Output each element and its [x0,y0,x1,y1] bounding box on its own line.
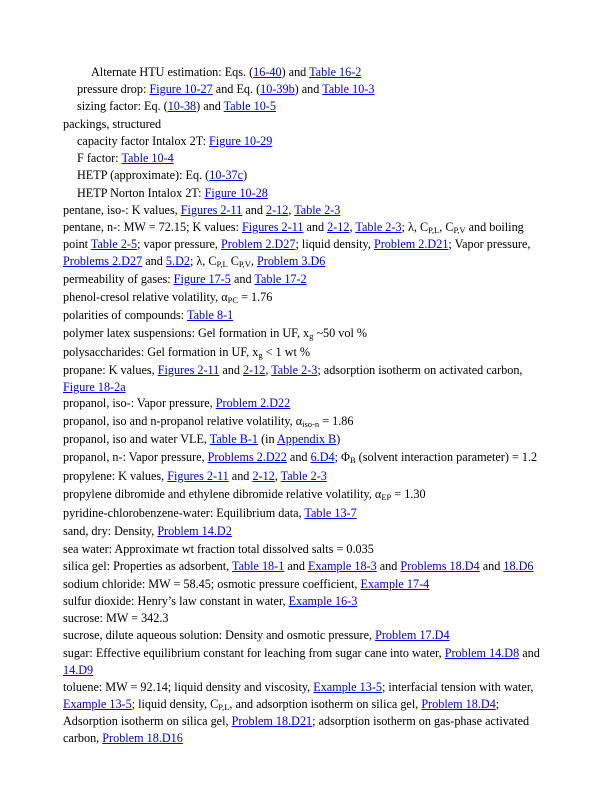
subscript: EP [381,492,392,502]
index-entry [63,505,551,522]
entry-text: sulfur dioxide: Henry’s law constant in water, [63,594,289,608]
index-entry [63,202,551,219]
cross-reference-link[interactable]: 16-40 [253,65,282,79]
cross-reference-link[interactable]: Figures 2-11 [157,363,220,377]
cross-reference-link[interactable]: Problem 18.D21 [231,714,313,728]
cross-reference-link[interactable]: 14.D9 [63,663,94,677]
entry-text: packings, structured [63,117,162,131]
cross-reference-link[interactable]: Table 18-1 [232,559,285,573]
subscript: P,V [453,225,466,235]
subscript: P,V [238,259,251,269]
entry-text: HETP Norton Intalox 2T: [77,186,205,200]
entry-text: Alternate HTU estimation: Eqs. ( [91,65,254,79]
cross-reference-link[interactable]: Example 13-5 [63,697,132,711]
entry-text: ) and [281,65,310,79]
entry-text: , [250,254,257,268]
subscript: P,L [216,259,228,269]
entry-text: and [284,559,308,573]
cross-reference-link[interactable]: Table 2-3 [294,203,341,217]
entry-text: ; liquid density, C [131,697,219,711]
entry-text: and [219,363,243,377]
entry-text: ~50 vol % [313,326,368,340]
entry-text: F factor: [77,151,122,165]
cross-reference-link[interactable]: Problem 2.D27 [221,237,296,251]
entry-text: , [349,220,356,234]
cross-reference-link[interactable]: Figure 17-5 [173,272,231,286]
index-entry [63,679,551,747]
index-entry [63,307,551,324]
entry-text: pressure drop: [77,82,150,96]
entry-text: HETP (approximate): Eq. ( [77,168,210,182]
index-entry [63,593,551,610]
entry-text: and [228,469,253,483]
index-entry [63,627,551,644]
index-entry [77,133,551,150]
entry-text: propanol, n-: Vapor pressure, [63,450,208,464]
cross-reference-link[interactable]: Table 13-7 [304,506,357,520]
entry-text: ) [336,432,341,446]
entry-text: phenol-cresol relative volatility, α [63,290,228,304]
cross-reference-link[interactable]: Example 18-3 [308,559,377,573]
cross-reference-link[interactable]: Problems 2.D27 [63,254,143,268]
entry-text: and [230,272,255,286]
entry-text: (solvent interaction parameter) = 1.2 [355,450,538,464]
entry-text: propanol, iso-: Vapor pressure, [63,396,216,410]
entry-text: = 1.30 [391,487,426,501]
entry-text: ; vapor pressure, [137,237,222,251]
entry-text: sand, dry: Density, [63,524,158,538]
entry-text: and [479,559,504,573]
cross-reference-link[interactable]: Figures 2-11 [167,469,229,483]
entry-text: and [142,254,166,268]
subscript: g [309,331,314,341]
index-entry [63,486,551,503]
index-entry [77,150,551,167]
entry-text: ; Vapor pressure, [448,237,531,251]
cross-reference-link[interactable]: Example 16-3 [288,594,358,608]
entry-text: ; interfacial tension with water, [381,680,534,694]
cross-reference-link[interactable]: 10-39b [260,82,295,96]
cross-reference-link[interactable]: Table 2-3 [280,469,327,483]
entry-text: pyridine-chlorobenzene-water: Equilibrium data, [63,506,305,520]
entry-text: and [286,450,311,464]
cross-reference-link[interactable]: Problem 18.D4 [421,697,496,711]
cross-reference-link[interactable]: Problems 2.D22 [207,450,287,464]
cross-reference-link[interactable]: Figures 2-11 [180,203,243,217]
subscript: P,L [218,702,230,712]
entry-text: capacity factor Intalox 2T: [77,134,210,148]
cross-reference-link[interactable]: Problem 14.D8 [444,646,520,660]
cross-reference-link[interactable]: 18.D6 [503,559,534,573]
index-entry [63,219,551,270]
entry-text: sea water: Approximate wt fraction total dissolved salts = 0.035 [63,542,374,556]
entry-text: sodium chloride: MW = 58.45; osmotic pressure coefficient, [63,577,361,591]
cross-reference-link[interactable]: Example 13-5 [313,680,382,694]
entry-text: pentane, n-: MW = 72.15; K values: [63,220,242,234]
index-entry [77,185,551,202]
index-entry [63,362,551,396]
index-entry [63,413,551,430]
entry-text: propanol, iso and n-propanol relative volatility, α [63,414,303,428]
cross-reference-link[interactable]: Table 2-3 [271,363,318,377]
entry-text: permeability of gases: [63,272,174,286]
cross-reference-link[interactable]: Problems 18.D4 [400,559,480,573]
entry-text: ; λ, C [401,220,429,234]
index-entry [63,395,551,412]
cross-reference-link[interactable]: 2-12 [242,363,266,377]
cross-reference-link[interactable]: 5.D2 [165,254,190,268]
cross-reference-link[interactable]: Problem 17.D4 [375,628,450,642]
entry-text: ; adsorption isotherm on gas-phase activated carbon, [63,714,530,745]
entry-text: , [265,363,272,377]
cross-reference-link[interactable]: Table 8-1 [187,308,234,322]
entry-text: propane: K values, [63,363,158,377]
entry-text: polarities of compounds: [63,308,188,322]
entry-text: and boiling point [63,220,524,251]
index-entry [63,449,551,466]
entry-text: sugar: Effective equilibrium constant for leaching from sugar cane into water, [63,646,445,660]
cross-reference-link[interactable]: Figure 10-29 [209,134,273,148]
cross-reference-link[interactable]: Problem 3.D6 [257,254,326,268]
index-entry [63,541,551,558]
cross-reference-link[interactable]: 6.D4 [310,450,335,464]
index-entry [77,167,551,184]
cross-reference-link[interactable]: Figure 18-2a [63,380,126,394]
entry-text: pentane, iso-: K values, [63,203,181,217]
index-entry [63,645,551,679]
cross-reference-link[interactable]: Table 10-3 [322,82,375,96]
index-entry [63,576,551,593]
subscript: B [349,455,356,465]
entry-text: and [303,220,328,234]
entry-text: sizing factor: Eq. ( [77,99,168,113]
entry-text: = 1.76 [238,290,273,304]
index-entry [63,116,551,133]
entry-text: ; adsorption isotherm on activated carbon, [317,363,523,377]
cross-reference-link[interactable]: Appendix B [277,432,337,446]
cross-reference-link[interactable]: Table 16-2 [309,65,362,79]
index-entry [63,289,551,306]
entry-text: < 1 wt % [262,345,311,359]
entry-text: ; Φ [334,450,350,464]
index-entry [63,523,551,540]
index-entry [63,325,551,342]
entry-text: and [242,203,266,217]
index-entry [63,610,551,627]
cross-reference-link[interactable]: Table 17-2 [254,272,307,286]
cross-reference-link[interactable]: Problem 2.D21 [373,237,449,251]
index-entry [63,468,551,485]
entry-text: , [274,469,281,483]
subscript: PC [227,295,239,305]
entry-text: ) and [294,82,323,96]
entry-text: (in [258,432,277,446]
entry-text: silica gel: Properties as adsorbent, [63,559,233,573]
cross-reference-link[interactable]: Table B-1 [209,432,259,446]
cross-reference-link[interactable]: Table 10-4 [121,151,174,165]
entry-text: sucrose, dilute aqueous solution: Density and osmotic pressure, [63,628,376,642]
entry-text: polysaccharides: Gel formation in UF, x [63,345,259,359]
index-entry [77,81,551,98]
entry-text: propylene: K values, [63,469,168,483]
index-entry [63,431,551,448]
cross-reference-link[interactable]: Example 17-4 [360,577,430,591]
cross-reference-link[interactable]: Problem 14.D2 [157,524,232,538]
entry-text: , C [439,220,454,234]
index-entry [63,344,551,361]
cross-reference-link[interactable]: Table 2-3 [355,220,402,234]
cross-reference-link[interactable]: Figures 2-11 [241,220,304,234]
cross-reference-link[interactable]: Problem 2.D22 [215,396,291,410]
entry-text: ) [243,168,248,182]
entry-text: C [227,254,239,268]
entry-text: , and adsorption isotherm on silica gel, [229,697,422,711]
cross-reference-link[interactable]: Problem 18.D16 [102,731,183,745]
cross-reference-link[interactable]: 10-38 [167,99,197,113]
entry-text: , [288,203,295,217]
index-entry [91,64,551,81]
subscript: iso-n [302,419,320,429]
entry-text: and [376,559,401,573]
entry-text: propanol, iso and water VLE, [63,432,210,446]
subscript: g [258,350,263,360]
entry-text: ; Adsorption isotherm on silica gel, [63,697,500,728]
entry-text: and [519,646,540,660]
entry-text: and Eq. ( [212,82,261,96]
cross-reference-link[interactable]: Table 10-5 [223,99,276,113]
index-entry [63,558,551,575]
entry-text: ) and [196,99,224,113]
cross-reference-link[interactable]: 10-37c [209,168,244,182]
cross-reference-link[interactable]: 2-12 [252,469,275,483]
index-entry [63,271,551,288]
entry-text: = 1.86 [319,414,354,428]
cross-reference-link[interactable]: Table 2-5 [90,237,138,251]
entry-text: toluene: MW = 92.14; liquid density and viscosity, [63,680,314,694]
entry-text: polymer latex suspensions: Gel formation in UF, x [63,326,310,340]
entry-text: ; λ, C [189,254,217,268]
entry-text: ; liquid density, [295,237,374,251]
entry-text: sucrose: MW = 342.3 [63,611,169,625]
index-entry [77,98,551,115]
cross-reference-link[interactable]: 2-12 [265,203,289,217]
entry-text: propylene dibromide and ethylene dibromide relative volatility, α [63,487,382,501]
subscript: P,L [428,225,440,235]
cross-reference-link[interactable]: 2-12 [327,220,350,234]
cross-reference-link[interactable]: Figure 10-27 [149,82,213,96]
cross-reference-link[interactable]: Figure 10-28 [204,186,268,200]
